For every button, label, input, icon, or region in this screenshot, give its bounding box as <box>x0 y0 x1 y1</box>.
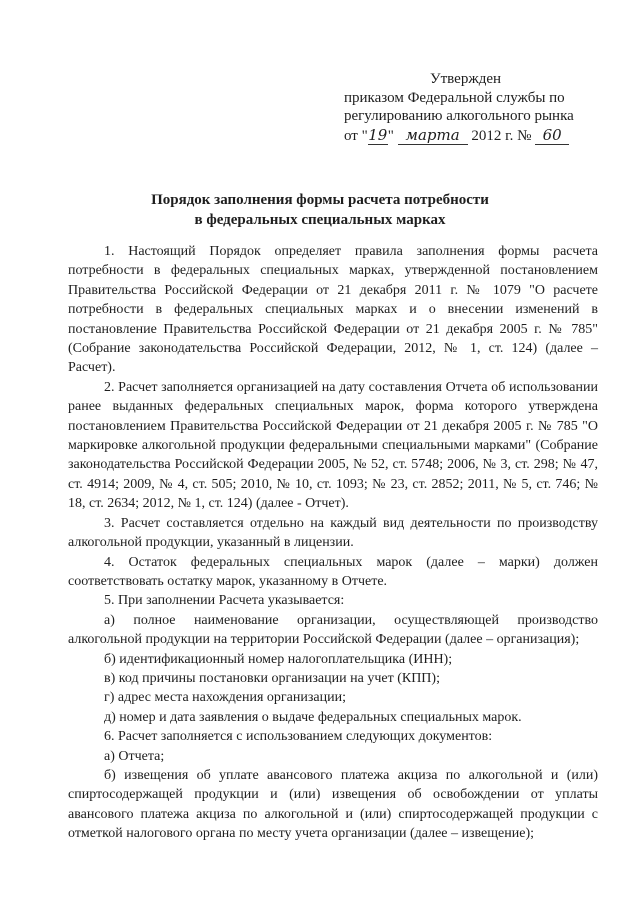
approval-line-1: приказом Федеральной службы по <box>344 89 565 106</box>
item-5-a: а) полное наименование организации, осуществляющей производство алкогольной продукции на территории Российской Федерации (далее – организация); <box>68 612 598 648</box>
approval-date-line <box>344 126 606 146</box>
paragraph-6: 6. Расчет заполняется с использованием следующих документов: <box>104 729 493 745</box>
date-year: 2012 г. № <box>471 127 532 144</box>
item-6-b: б) извещения об уплате авансового платежа акциза по алкогольной и (или) спиртосодержащей продукции и (или) извещения об освобождении от уплаты авансового платежа акциза по алкогольной и (или) спиртосодержащей продукции с отметкой налогового органа по месту учета организации (далее – извещение); <box>68 767 598 842</box>
item-5-c: в) код причины постановки организации на учет (КПП); <box>104 670 440 686</box>
approval-block <box>344 70 606 145</box>
date-quote: " <box>387 127 394 144</box>
handwritten-month: марта <box>398 126 468 146</box>
item-5-b: б) идентификационный номер налогоплательщика (ИНН); <box>104 651 453 667</box>
approval-heading: Утвержден <box>430 71 502 87</box>
paragraph-3: 3. Расчет составляется отдельно на каждый вид деятельности по производству алкогольной продукции, указанный в лицензии. <box>68 515 598 551</box>
handwritten-order-number: 60 <box>535 126 569 146</box>
approval-line-2: регулированию алкогольного рынка <box>344 108 574 124</box>
item-5-e: д) номер и дата заявления о выдаче федеральных специальных марок. <box>104 709 522 725</box>
date-prefix: от " <box>344 127 368 144</box>
item-6-a: а) Отчета; <box>104 748 165 764</box>
paragraph-4: 4. Остаток федеральных специальных марок (далее – марки) должен соответствовать остатку марок, указанному в Отчете. <box>68 554 598 589</box>
handwritten-day: 19 <box>368 125 388 144</box>
document-body <box>68 242 598 844</box>
document-title <box>100 190 540 230</box>
paragraph-2: 2. Расчет заполняется организацией на дату составления Отчета об использовании ранее выданных федеральных специальных марок, форма которого утверждена постановлением Правительства Российской Федерации от 21 декабря 2005 г. № 785 "О маркировке алкогольной продукции федеральными специальными марками" (Собрание законодательства Российской Федерации 2005, № 52, ст. 5748; 2006, № 3, ст. 298; № 47, ст. 4914; 2009, № 4, ст. 505; 2010, № 10, ст. 1093; № 23, ст. 2852; 2011, № 5, ст. 746; № 18, ст. 2634; 2012, № 1, ст. 124) (далее - Отчет). <box>68 379 598 512</box>
title-line-1: Порядок заполнения формы расчета потребности <box>151 192 489 208</box>
paragraph-5: 5. При заполнении Расчета указывается: <box>104 593 345 609</box>
item-5-d: г) адрес места нахождения организации; <box>104 690 346 706</box>
title-line-2: в федеральных специальных марках <box>194 212 446 228</box>
paragraph-1: 1. Настоящий Порядок определяет правила заполнения формы расчета потребности в федеральных специальных марках, утвержденной постановлением Правительства Российской Федерации от 21 декабря 2011 г. № 1079 "О расчете потребности в федеральных специальных марках и о внесении изменений в постановление Правительства Российской Федерации от 21 декабря 2005 г. № 785" (Собрание законодательства Российской Федерации, 2012, № 1, ст. 124) (далее – Расчет). <box>68 244 598 376</box>
